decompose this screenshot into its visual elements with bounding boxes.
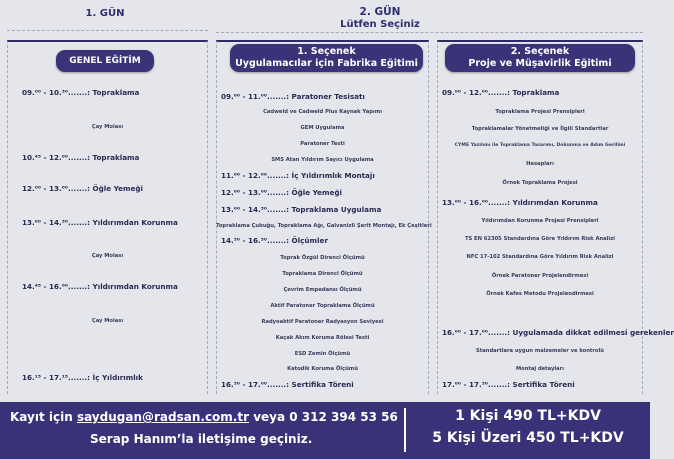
option1-title-line2: Uygulamacılar için Fabrika Eğitimi — [235, 58, 418, 69]
schedule-item: 11.⁰⁰ - 12.⁰⁰.......: İç Yıldırımlık Montajı — [221, 171, 375, 180]
sub-item: Çevrim Empedansı Ölçümü — [283, 287, 362, 293]
schedule-item: 12.⁰⁰ - 13.⁰⁰.......: Öğle Yemeği — [22, 184, 144, 193]
price-group: 5 Kişi Üzeri 450 TL+KDV — [432, 430, 624, 446]
sub-item: Radyoaktif Paratoner Radyasyon Seviyesi — [261, 319, 384, 325]
divider — [216, 32, 643, 33]
registration-prefix: Kayıt için — [10, 410, 77, 424]
sub-item: Cadweld ve Cadweld Plus Kaynak Yapımı — [263, 109, 382, 115]
break-item: Çay Molası — [91, 124, 124, 130]
divider — [7, 30, 208, 31]
schedule-item: 14.⁴⁵ - 16.⁰⁰.......: Yıldırımdan Korunma — [22, 282, 178, 291]
schedule-item: 13.⁰⁰ - 16.⁰⁰.......: Yıldırımdan Korunma — [442, 198, 598, 207]
schedule-item: 16.³⁰ - 17.⁰⁰.......: Sertifika Töreni — [221, 380, 354, 389]
sub-item: GEM Uygulama — [300, 125, 345, 131]
sub-item: Örnek Paratoner Projelendirmesi — [491, 273, 589, 279]
sub-item: Kaçak Akım Koruma Rölesi Testi — [275, 335, 370, 341]
schedule-item: 13.⁰⁰ - 14.³⁰.......: Yıldırımdan Korunma — [22, 218, 178, 227]
sub-item: Yıldırımdan Korunma Projesi Prensipleri — [481, 218, 599, 224]
general-training-title: GENEL EĞİTİM — [56, 50, 154, 72]
option2-title — [445, 44, 635, 72]
email-link[interactable]: saydugan@radsan.com.tr — [76, 410, 250, 424]
price-single: 1 Kişi 490 TL+KDV — [455, 408, 601, 424]
schedule-item: 14.³⁰ - 16.³⁰.......: Ölçümler — [221, 236, 328, 245]
sub-item: Paratoner Testi — [300, 141, 345, 147]
schedule-item: 16.¹⁵ - 17.¹⁵.......: İç Yıldırımlık — [22, 373, 143, 382]
option1-title-line1: 1. Seçenek — [297, 46, 356, 57]
sub-item: Topraklama Projesi Prensipleri — [495, 109, 585, 115]
break-item: Çay Molası — [91, 253, 124, 259]
sub-item: Örnek Topraklama Projesi — [502, 180, 578, 186]
break-item: Çay Molası — [91, 318, 124, 324]
sub-item: ESD Zemin Ölçümü — [294, 351, 351, 357]
registration-text — [10, 410, 398, 424]
sub-item: Montaj detayları — [515, 366, 565, 372]
schedule-item: 10.⁴⁵ - 12.⁰⁰.......: Topraklama — [22, 153, 140, 162]
day1-heading: 1. GÜN — [85, 8, 125, 19]
option2-title-line2: Proje ve Müşavirlik Eğitimi — [468, 58, 612, 69]
day2-subheading: Lütfen Seçiniz — [340, 19, 420, 30]
sub-item: CYME Yazılımı ile Topraklama Tasarımı, Dokunma ve Adım Gerilimi — [454, 143, 626, 148]
sub-item: Topraklamalar Yönetmeliği ve İlgili Standartlar — [471, 126, 609, 132]
schedule-item: 09.⁰⁰ - 10.³⁰.......: Topraklama — [22, 88, 140, 97]
schedule-item: 12.⁰⁰ - 13.⁰⁰.......: Öğle Yemeği — [221, 188, 343, 197]
schedule-item: 09.⁰⁰ - 11.⁰⁰.......: Paratoner Tesisatı — [221, 92, 365, 101]
option1-title — [230, 44, 423, 72]
contact-person-text: Serap Hanım’la iletişime geçiniz. — [90, 432, 313, 446]
schedule-item: 16.⁰⁰ - 17.⁰⁰.......: Uygulamada dikkat edilmesi gerekenler — [442, 328, 674, 337]
sub-item: TS EN 62305 Standardına Göre Yıldırım Risk Analizi — [464, 236, 616, 242]
sub-item: Hesapları — [526, 161, 554, 167]
sub-item: SMS Atan Yıldırım Sayıcı Uygulama — [271, 157, 374, 163]
sub-item: Standartlara uygun malzemeler ve kontrolü — [476, 348, 604, 354]
schedule-item: 17.⁰⁰ - 17.³⁰.......: Sertifika Töreni — [442, 380, 575, 389]
schedule-item: 09.⁰⁰ - 12.⁰⁰.......: Topraklama — [442, 88, 560, 97]
divider — [404, 408, 406, 452]
sub-item: Katodik Koruma Ölçümü — [287, 366, 358, 372]
sub-item: Topraklama Direnci Ölçümü — [282, 271, 363, 277]
sub-item: Toprak Özgül Direnci Ölçümü — [280, 255, 365, 261]
registration-banner — [0, 402, 650, 459]
sub-item: Aktif Paratoner Topraklama Ölçümü — [270, 303, 375, 309]
schedule-item: 13.⁰⁰ - 14.³⁰.......: Topraklama Uygulama — [221, 205, 382, 214]
sub-item: Topraklama Çubuğu, Topraklama Ağı, Galvanizli Şerit Montajı, Ek Çeşitleri — [216, 223, 432, 229]
phone-text: veya 0 312 394 53 56 — [249, 410, 398, 424]
day2-heading: 2. GÜN — [359, 6, 401, 18]
sub-item: NFC 17-102 Standardına Göre Yıldırım Risk Analizi — [466, 254, 614, 260]
sub-item: Örnek Kafes Metodu Projelendirmesi — [486, 291, 594, 297]
option2-title-line1: 2. Seçenek — [510, 46, 570, 57]
